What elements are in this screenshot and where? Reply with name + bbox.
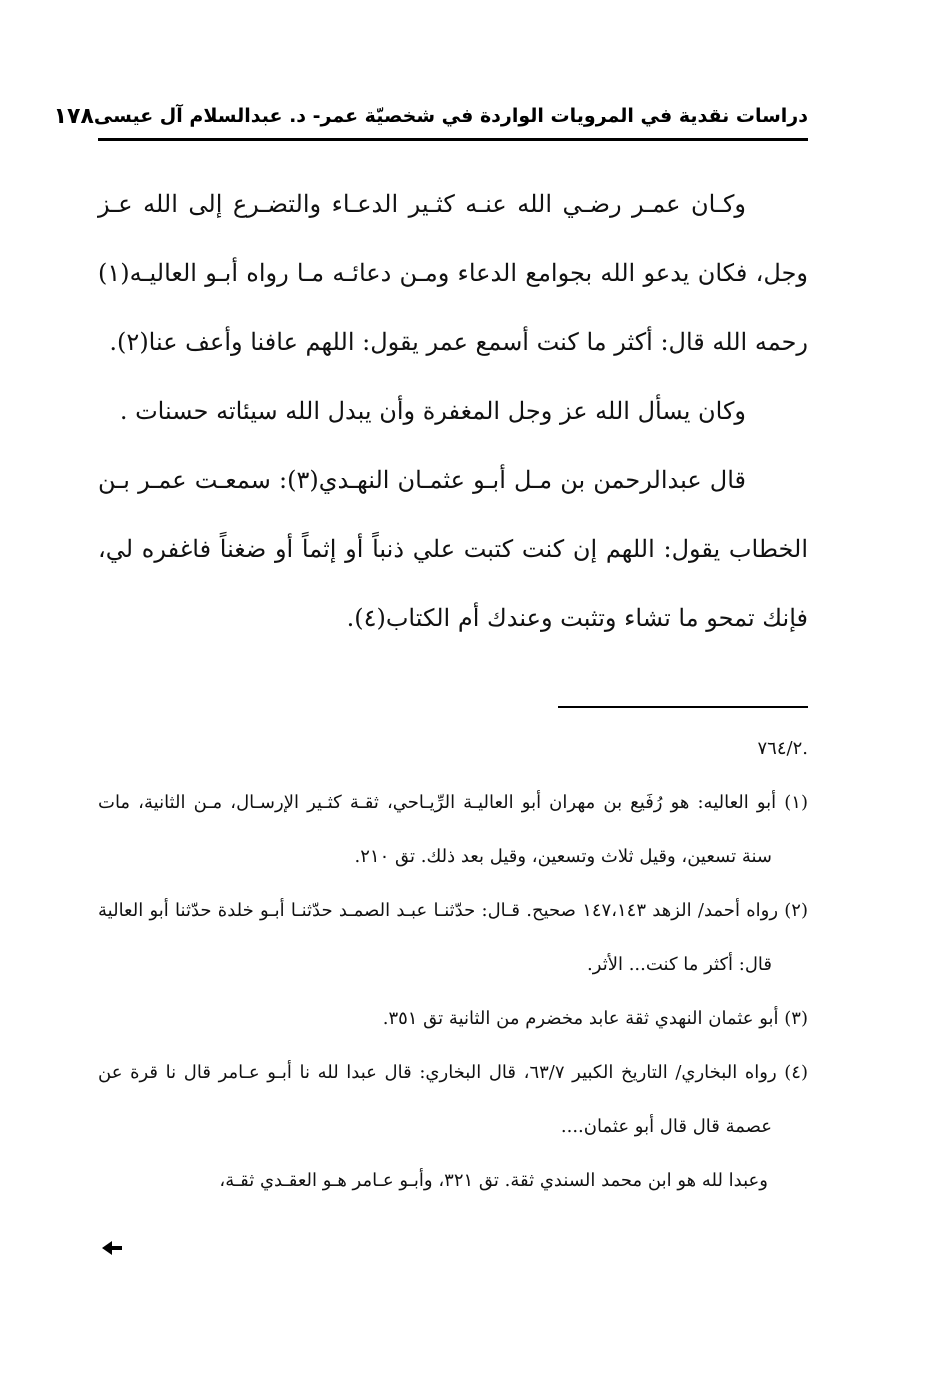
footnote-separator: [558, 706, 808, 708]
footnote-continuation: وعبدا لله هو ابن محمد السندي ثقة. تق ٣٢١، وأبـو عـامر هـو العقـدي ثقـة،: [219, 1170, 768, 1191]
footnote-item: (٣) أبو عثمان النهدي ثقة عابد مخضرم من الثانية تق ٣٥١.: [382, 1008, 808, 1029]
footnote-carryover: .٧٦٤/٢: [757, 738, 808, 759]
left-arrow-icon: [100, 1238, 124, 1258]
page-number: ١٧٨: [53, 103, 94, 129]
running-title: دراسات نقدية في المرويات الواردة في شخصيّة عمر- د. عبدالسلام آل عيسى: [93, 105, 808, 127]
paragraph: وكان يسأل الله عز وجل المغفرة وأن يبدل الله سيئاته حسنات .: [119, 397, 746, 425]
footnote-item: (٢) رواه أحمد/ الزهد ١٤٧،١٤٣ صحيح. قـال: حدّثنـا عبـد الصمـد حدّثنـا أبـو خلدة حدّثنا أبو العالية قال: أكثر ما كنت... الأثر.: [98, 900, 808, 975]
footnotes: [98, 722, 808, 1208]
paragraph: قال عبدالرحمن بن مـل أبـو عثمـان النهـدي(٣): سمعـت عمـر بـن الخطاب يقول: اللهم إن كنت كتبت علي ذنباً أو إثماً أو ضغناً فاغفره لي، فإنك تمحو ما تشاء وتثبت وعندك أم الكتاب(٤).: [98, 466, 808, 632]
footnote-item: (٤) رواه البخاري/ التاريخ الكبير ٦٣/٧، قال البخاري: قال عبدا لله نا أبـو عـامر قال نا قرة عن عصمة قال قال أبو عثمان....: [98, 1062, 808, 1137]
running-header: [53, 98, 808, 134]
main-text: [98, 170, 808, 653]
footnote-item: (١) أبو العاليه: هو رُفَيع بن مهران أبو العاليـة الرِّيـاحي، ثقـة كثـير الإرسـال، مـن الثانية، مات سنة تسعين، وقيل ثلاث وتسعين، وقيل بعد ذلك. تق ٢١٠.: [98, 792, 808, 867]
header-rule: [98, 138, 808, 141]
paragraph: وكـان عمـر رضـي الله عنـه كثـير الدعـاء والتضـرع إلى الله عـز وجل، فكان يدعو الله بجوامع الدعاء ومـن دعائـه مـا رواه أبـو العاليـه(١) رحمه الله قال: أكثر ما كنت أسمع عمر يقول: اللهم عافنا وأعف عنا(٢).: [98, 190, 809, 356]
